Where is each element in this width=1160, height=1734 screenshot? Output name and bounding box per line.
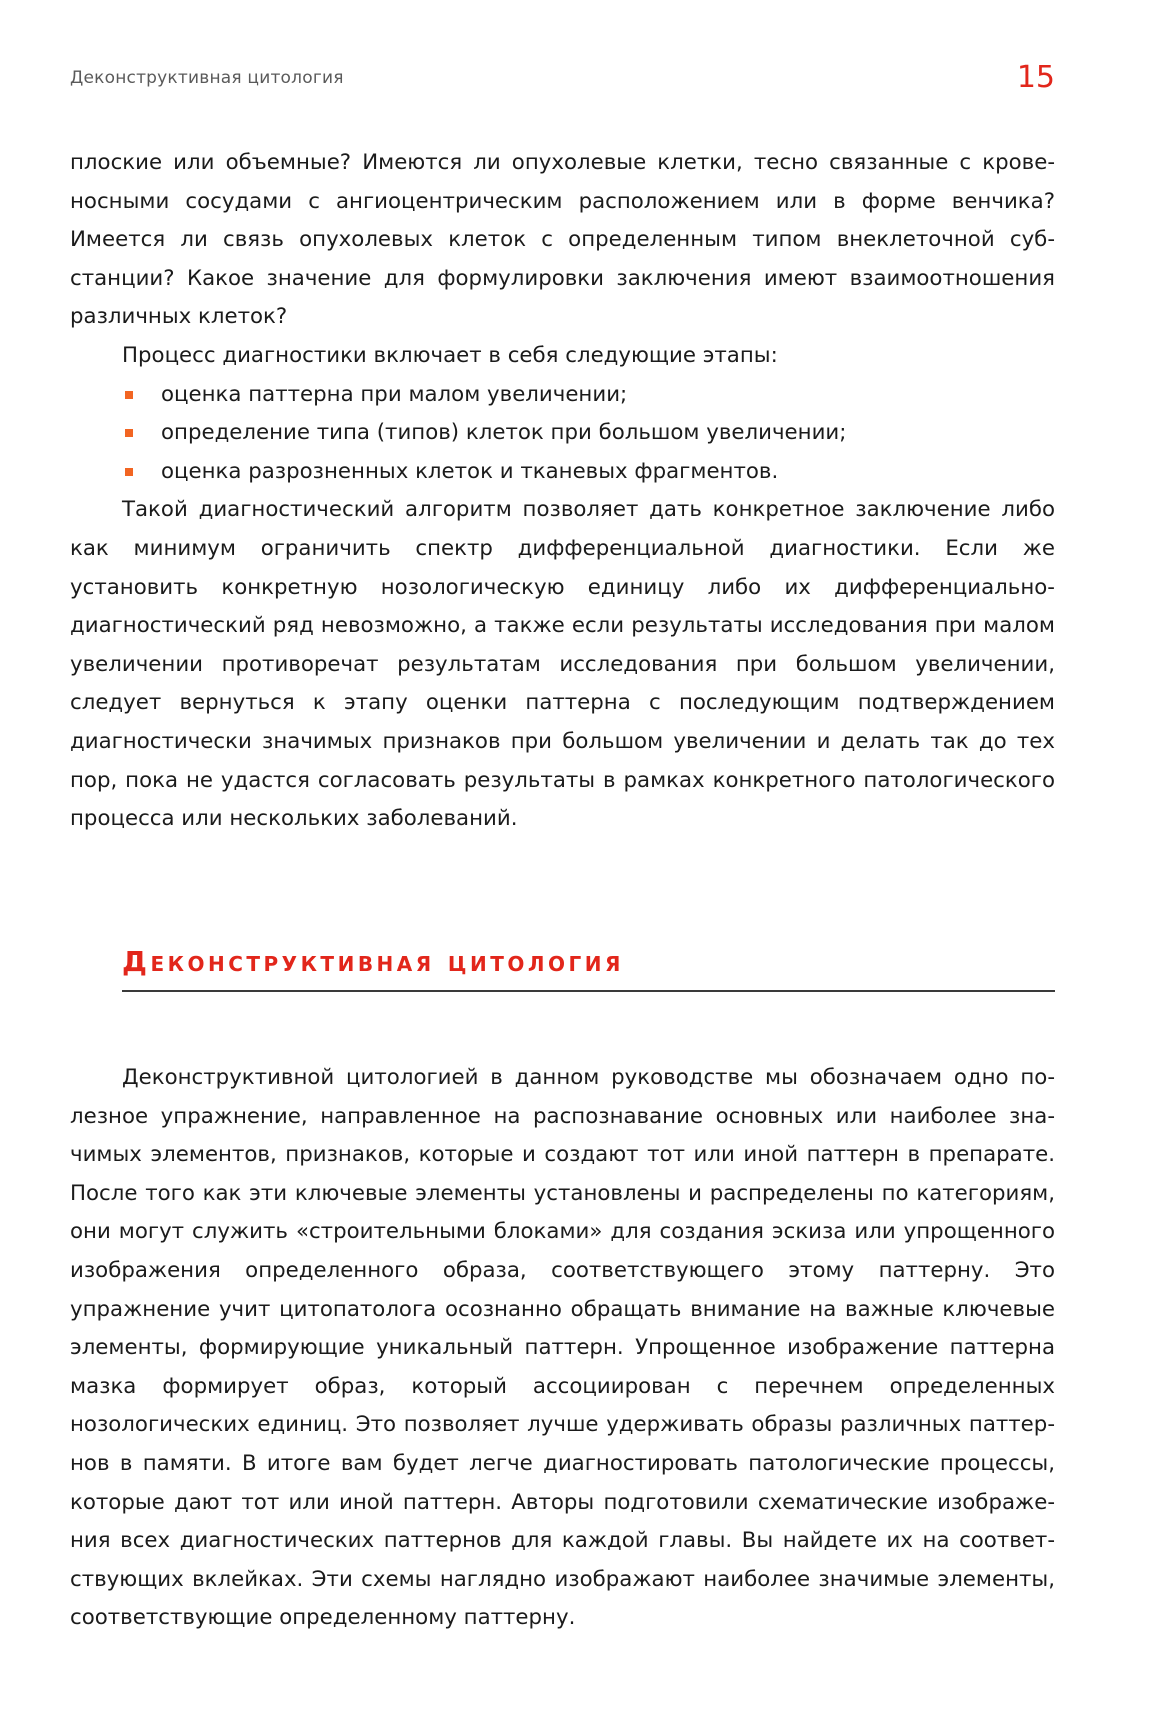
section-heading: Деконструктивная цитология: [122, 945, 624, 978]
page-number: 15: [1016, 60, 1055, 95]
running-head: Деконструктивная цитология: [70, 68, 344, 88]
square-bullet-icon: [125, 391, 133, 399]
list-intro: Процесс диагностики включает в себя следующие этапы:: [122, 342, 778, 368]
heading-rule: [122, 990, 1055, 992]
square-bullet-icon: [125, 468, 133, 476]
list-item-text: определение типа (типов) клеток при большом увеличении;: [161, 420, 847, 446]
list-item: [70, 376, 1055, 415]
paragraph: Такой диагностический алгоритм позволяет дать конкретное заключение либо как минимум ограничить спектр дифференциальной диагностики. Если же установить конкретную нозологическую единицу либо их дифференциально-диагностический ряд невозможно, а также если результаты исследования при малом увеличении противоречат результатам исследования при большом увеличении, следует вернуться к этапу оценки паттерна с последующим подтверждением диагностически значимых признаков при большом увеличении и делать так до тех пор, пока не удастся согласовать результаты в рамках конкретного патологического процесса или нескольких заболеваний.: [70, 497, 1055, 832]
stages-list: [70, 376, 1055, 492]
list-item: [70, 453, 1055, 492]
list-item-text: оценка паттерна при малом увеличении;: [161, 381, 628, 407]
section-body-2: [70, 1059, 1055, 1638]
list-item: [70, 414, 1055, 453]
square-bullet-icon: [125, 429, 133, 437]
paragraph: Деконструктивной цитологией в данном руководстве мы обозначаем одно полезное упражнение, направленное на распознавание основных или наиболее значимых элементов, признаков, которые и создают тот или иной паттерн в препарате. После того как эти ключевые элементы установлены и распределены по категориям, они могут служить «строительными блоками» для создания эскиза или упрощенного изображения определенного образа, соответствующего этому паттерну. Это упражнение учит цитопатолога осознанно обращать внимание на важные ключевые элементы, формирующие уникальный паттерн. Упрощенное изображение паттерна мазка формирует образ, который ассоциирован с перечнем определенных нозологических единиц. Это позволяет лучше удерживать образы различных паттернов в памяти. В итоге вам будет легче диагностировать патологические процессы, которые дают тот или иной паттерн. Авторы подготовили схематические изображения всех диагностических паттернов для каждой главы. Вы найдете их на соответствующих вклейках. Эти схемы наглядно изображают наиболее значимые элементы, соответствующие определенному паттерну.: [70, 1065, 1055, 1631]
paragraph: плоские или объемные? Имеются ли опухолевые клетки, тесно связанные с кровеносными сосудами с ангиоцентрическим расположением или в форме венчика? Имеется ли связь опухолевых клеток с определенным типом внеклеточной субстанции? Какое значение для формулировки заключения имеют взаимоотношения различных клеток?: [70, 150, 1055, 330]
list-item-text: оценка разрозненных клеток и тканевых фрагментов.: [161, 458, 779, 484]
section-body-1: [70, 144, 1055, 839]
